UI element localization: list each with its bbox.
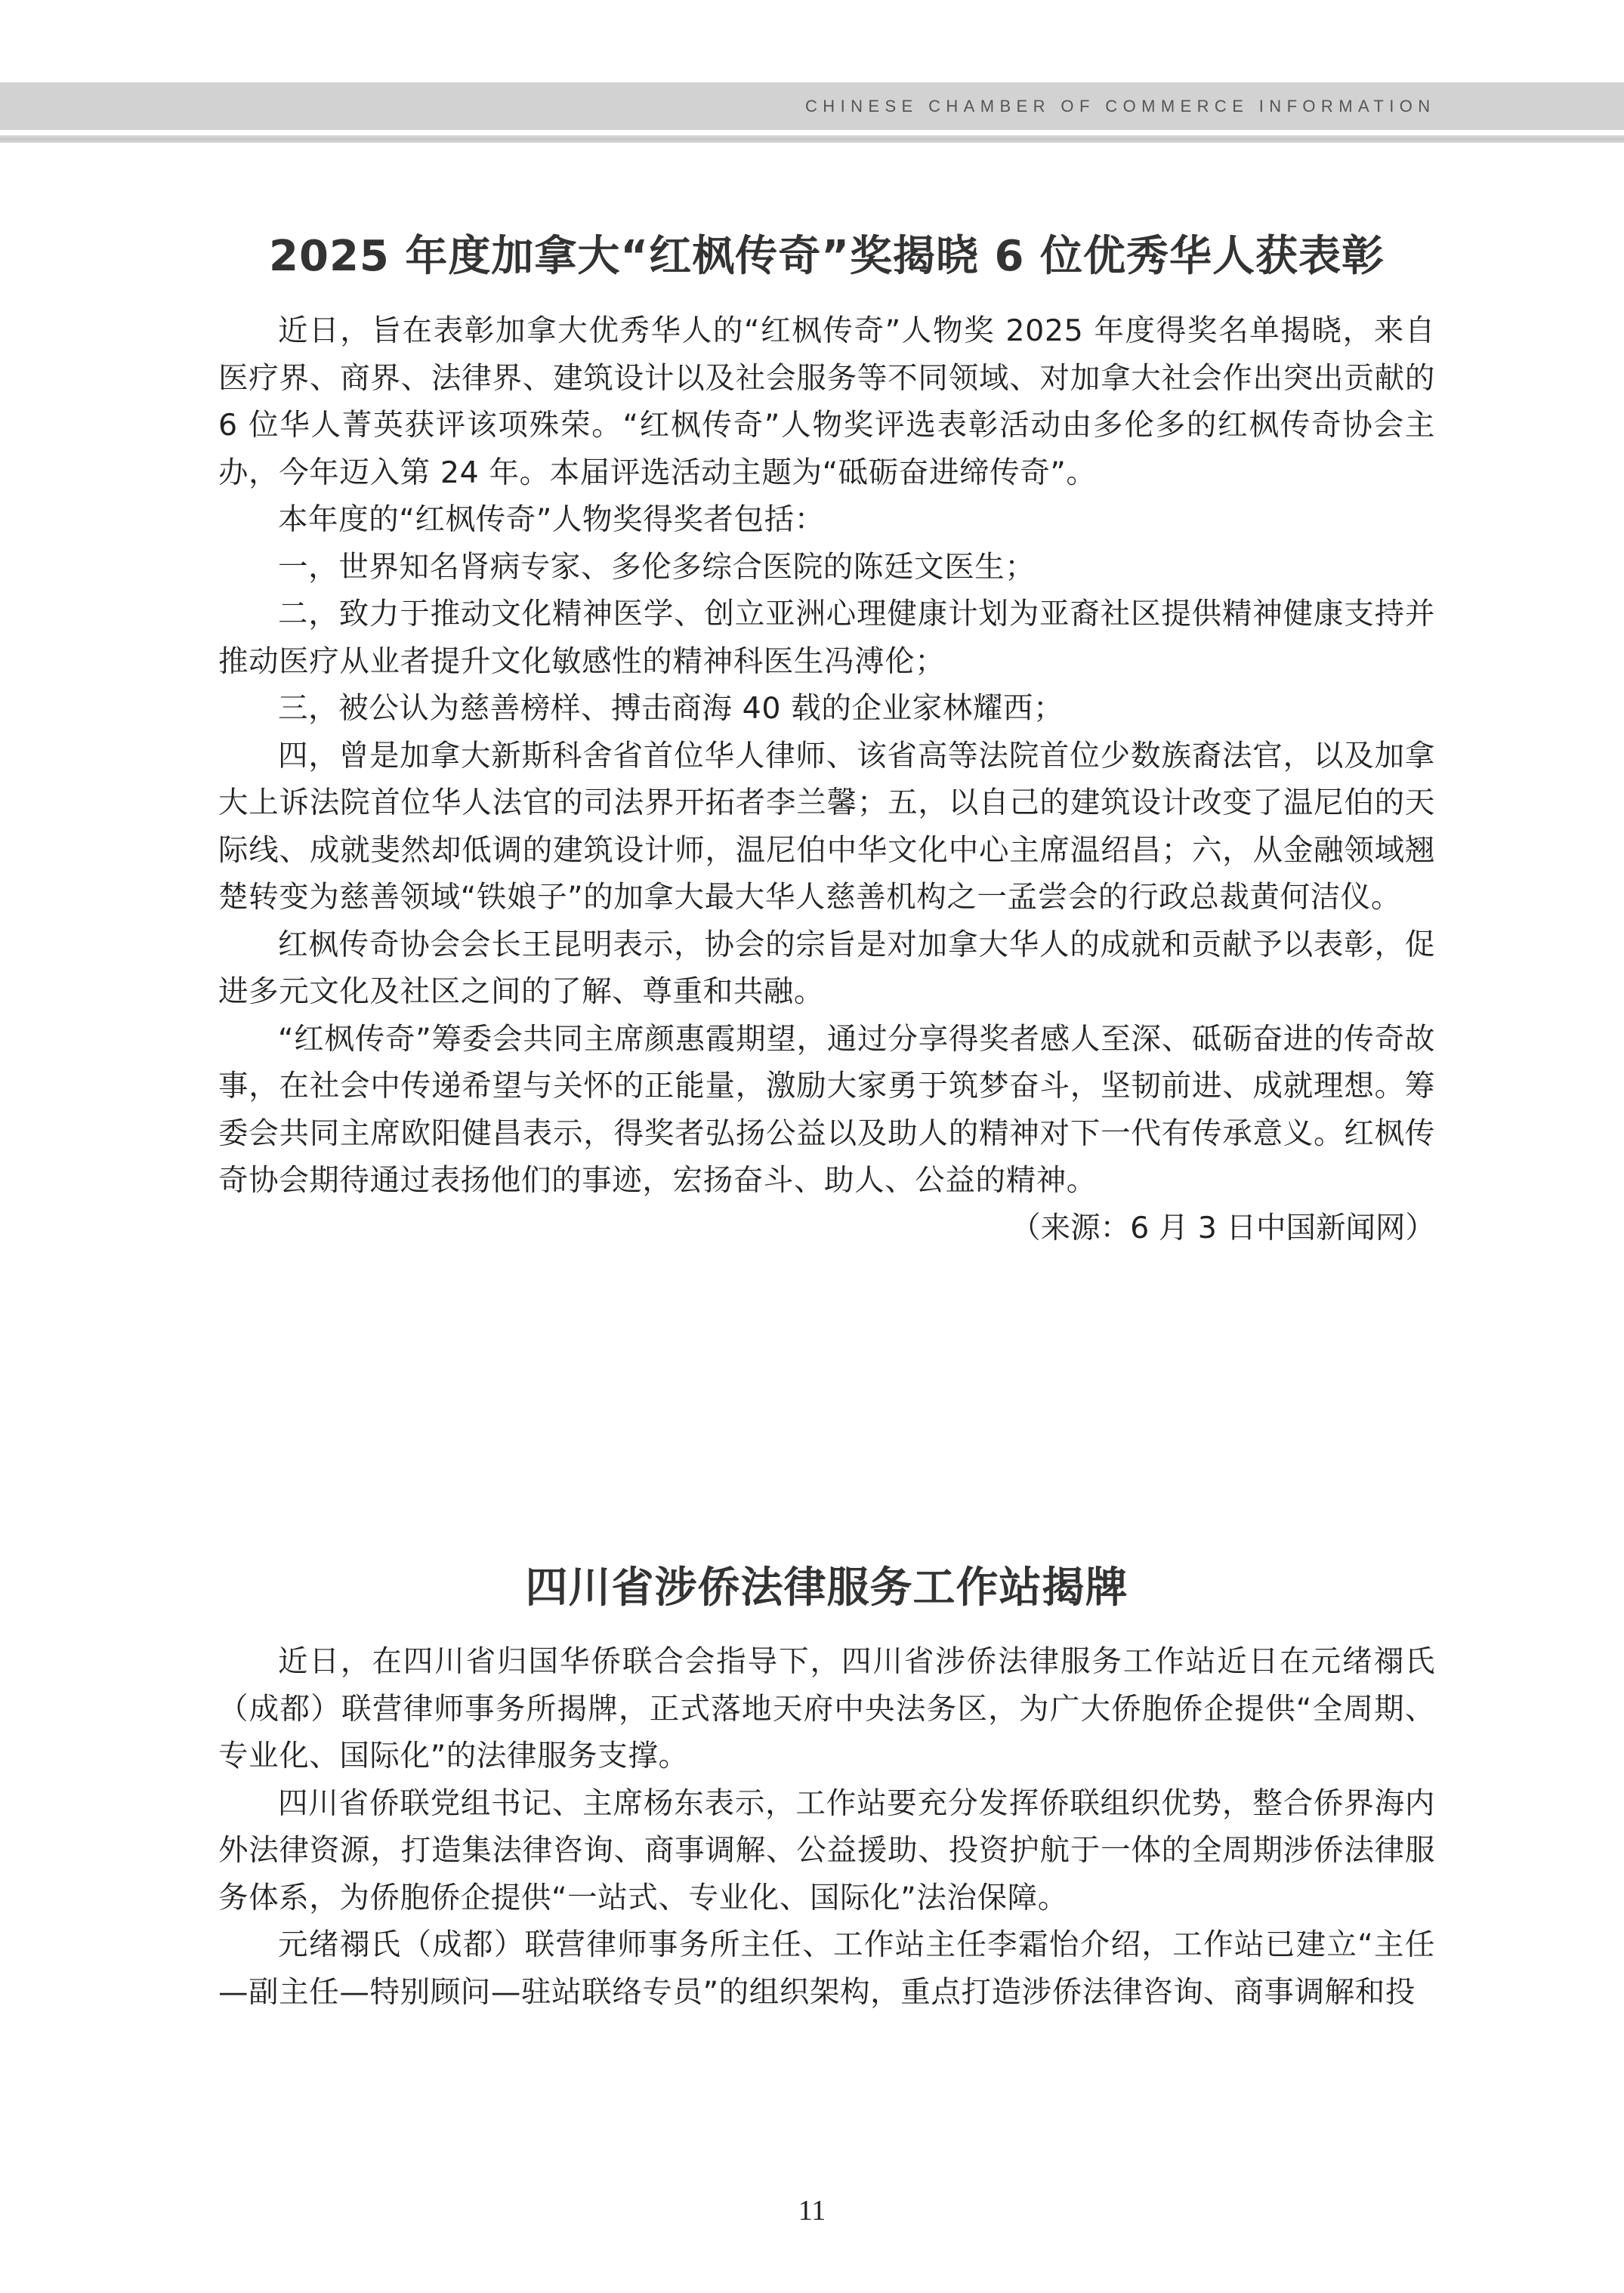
article-paragraph: 四，曾是加拿大新斯科舍省首位华人律师、该省高等法院首位少数族裔法官，以及加拿大上诉法院首位华人法官的司法界开拓者李兰馨；五，以自己的建筑设计改变了温尼伯的天际线、成就斐然却低调的建筑设计师，温尼伯中华文化中心主席温绍昌；六，从金融领域翘楚转变为慈善领域“铁娘子”的加拿大最大华人慈善机构之一孟尝会的行政总裁黄何洁仪。 [218, 738, 1435, 915]
article-red-maple-legend [218, 227, 1435, 1251]
article-paragraph: 二，致力于推动文化精神医学、创立亚洲心理健康计划为亚裔社区提供精神健康支持并推动医疗从业者提升文化敏感性的精神科医生冯溥伦； [218, 597, 1435, 679]
article-source: （来源：6 月 3 日中国新闻网） [1011, 1210, 1435, 1245]
article-title: 四川省涉侨法律服务工作站揭牌 [525, 1563, 1128, 1613]
article-paragraph: 四川省侨联党组书记、主席杨东表示，工作站要充分发挥侨联组织优势，整合侨界海内外法律资源，打造集法律咨询、商事调解、公益援助、投资护航于一体的全周期涉侨法律服务体系，为侨胞侨企提供“一站式、专业化、国际化”法治保障。 [218, 1785, 1435, 1915]
publication-name: CHINESE CHAMBER OF COMMERCE INFORMATION [805, 97, 1436, 116]
article-paragraph: 元绪禤氏（成都）联营律师事务所主任、工作站主任李霜怡介绍，工作站已建立“主任—副主任—特别顾问—驻站联络专员”的组织架构，重点打造涉侨法律咨询、商事调解和投 [218, 1927, 1435, 2010]
article-title: 2025 年度加拿大“红枫传奇”奖揭晓 6 位优秀华人获表彰 [269, 232, 1385, 281]
header-divider [0, 135, 1624, 143]
article-paragraph: 本年度的“红枫传奇”人物奖得奖者包括： [278, 502, 825, 537]
page-number: 11 [798, 2195, 826, 2227]
article-sichuan-legal-station [218, 1558, 1435, 2016]
article-paragraph: 红枫传奇协会会长王昆明表示，协会的宗旨是对加拿大华人的成就和贡献予以表彰，促进多元文化及社区之间的了解、尊重和共融。 [218, 927, 1435, 1009]
article-paragraph: 一，世界知名肾病专家、多伦多综合医院的陈廷文医生； [278, 549, 1036, 585]
article-paragraph: 近日，旨在表彰加拿大优秀华人的“红枫传奇”人物奖 2025 年度得奖名单揭晓，来自医疗界、商界、法律界、建筑设计以及社会服务等不同领域、对加拿大社会作出突出贡献的 6 位华人菁英获评该项殊荣。“红枫传奇”人物奖评选表彰活动由多伦多的红枫传奇协会主办，今年迈入第 24 年。本届评选活动主题为“砥砺奋进缔传奇”。 [218, 313, 1435, 490]
article-paragraph: “红枫传奇”筹委会共同主席颜惠霞期望，通过分享得奖者感人至深、砥砺奋进的传奇故事，在社会中传递希望与关怀的正能量，激励大家勇于筑梦奋斗，坚韧前进、成就理想。筹委会共同主席欧阳健昌表示，得奖者弘扬公益以及助人的精神对下一代有传承意义。红枫传奇协会期待通过表扬他们的事迹，宏扬奋斗、助人、公益的精神。 [218, 1021, 1435, 1198]
article-paragraph: 三，被公认为慈善榜样、搏击商海 40 载的企业家林耀西； [278, 691, 1064, 726]
article-paragraph: 近日，在四川省归国华侨联合会指导下，四川省涉侨法律服务工作站近日在元绪禤氏（成都）联营律师事务所揭牌，正式落地天府中央法务区，为广大侨胞侨企提供“全周期、专业化、国际化”的法律服务支撑。 [218, 1644, 1435, 1773]
